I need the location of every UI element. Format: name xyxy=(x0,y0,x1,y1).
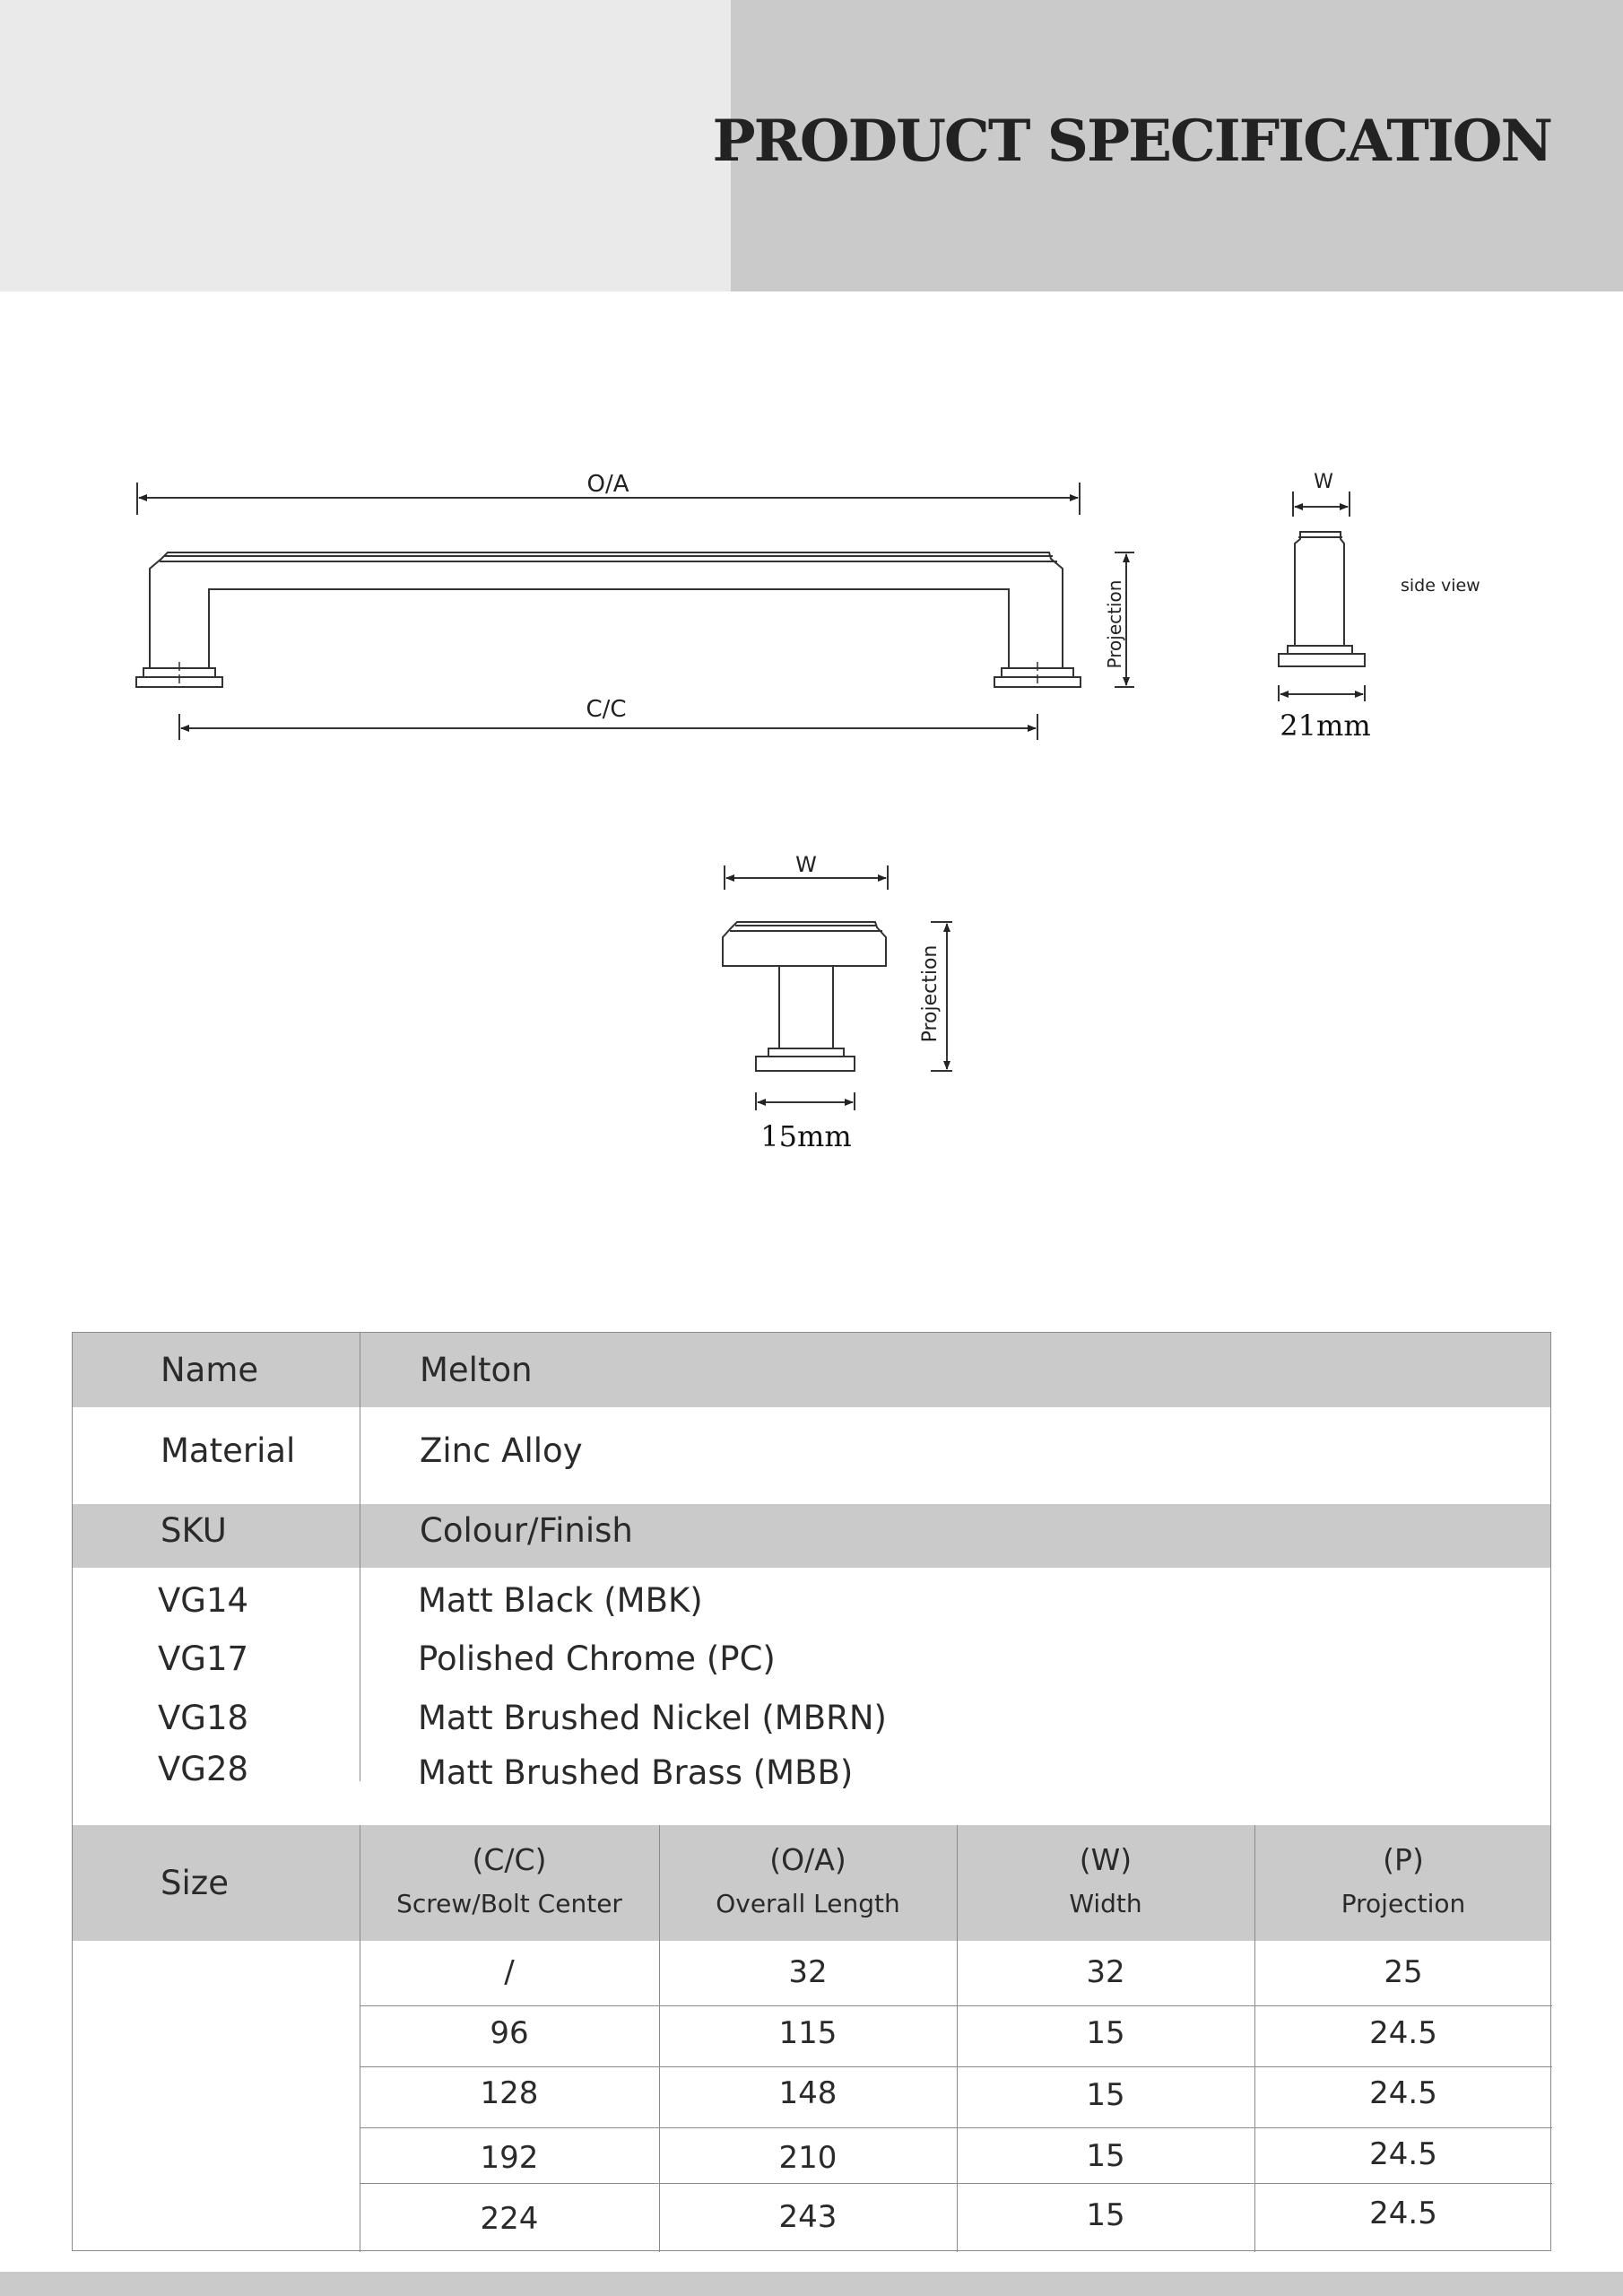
finish-name: Polished Chrome (PC) xyxy=(418,1639,776,1678)
page-title: PRODUCT SPECIFICATION xyxy=(712,108,1551,175)
header-left-panel xyxy=(0,0,731,291)
row-divider xyxy=(360,2005,1552,2006)
sku-code: VG28 xyxy=(158,1750,249,1788)
cc-label: C/C xyxy=(586,696,627,723)
knob-base-width: 15mm xyxy=(760,1119,852,1153)
oa-label: O/A xyxy=(586,471,629,498)
material-value: Zinc Alloy xyxy=(420,1431,583,1470)
size-cell: 148 xyxy=(778,2075,838,2111)
size-header-code: (P) xyxy=(1383,1842,1424,1877)
size-header-desc: Projection xyxy=(1341,1889,1466,1918)
size-label: Size xyxy=(161,1864,229,1902)
size-cell: 224 xyxy=(480,2201,539,2237)
size-cell: 96 xyxy=(490,2015,529,2051)
name-value: Melton xyxy=(420,1351,533,1389)
finish-name: Matt Black (MBK) xyxy=(418,1581,703,1620)
knob-w-label: W xyxy=(795,852,817,877)
size-header-code: (C/C) xyxy=(472,1842,547,1877)
knob-projection-label: Projection xyxy=(919,944,942,1043)
size-header-desc: Screw/Bolt Center xyxy=(396,1889,622,1918)
size-cell: 210 xyxy=(778,2140,838,2176)
size-cell: 15 xyxy=(1086,2197,1125,2233)
size-cell: 24.5 xyxy=(1369,2196,1437,2231)
finish-name: Matt Brushed Nickel (MBRN) xyxy=(418,1699,887,1737)
size-cell: 32 xyxy=(1086,1954,1125,1990)
knob-view xyxy=(723,865,952,1110)
handle-front-view xyxy=(136,483,1134,740)
sku-code: VG18 xyxy=(158,1699,249,1737)
sku-code: VG17 xyxy=(158,1639,249,1678)
size-header-desc: Width xyxy=(1069,1889,1142,1918)
size-cell: 128 xyxy=(480,2075,539,2111)
technical-drawing xyxy=(0,448,1623,1211)
side-w-label: W xyxy=(1314,471,1333,493)
size-cell: 15 xyxy=(1086,2015,1125,2051)
size-cell: 25 xyxy=(1384,1954,1423,1990)
sku-row-band xyxy=(73,1504,1550,1568)
size-cell: 24.5 xyxy=(1369,2075,1437,2111)
projection-label: Projection xyxy=(1104,579,1125,669)
finish-label: Colour/Finish xyxy=(420,1511,633,1550)
sku-label: SKU xyxy=(161,1511,227,1550)
spec-table xyxy=(72,1332,1551,2251)
row-divider xyxy=(360,2183,1552,2184)
size-header-code: (O/A) xyxy=(769,1842,846,1877)
handle-base-width: 21mm xyxy=(1280,709,1371,743)
size-cell: 192 xyxy=(480,2140,539,2176)
sku-code: VG14 xyxy=(158,1581,249,1620)
size-cell: 24.5 xyxy=(1369,2015,1437,2051)
size-cell: 243 xyxy=(778,2199,838,2235)
size-cell: 15 xyxy=(1086,2138,1125,2174)
size-cell: 15 xyxy=(1086,2077,1125,2113)
handle-side-view xyxy=(1279,491,1365,701)
name-label: Name xyxy=(161,1351,259,1389)
row-divider xyxy=(360,2127,1552,2128)
size-cell: 24.5 xyxy=(1369,2136,1437,2172)
size-cell: 115 xyxy=(778,2015,838,2051)
footer-band xyxy=(0,2272,1623,2296)
row-divider xyxy=(360,2066,1552,2067)
size-cell: 32 xyxy=(788,1954,828,1990)
side-view-label: side view xyxy=(1401,576,1480,596)
size-cell: / xyxy=(504,1954,515,1990)
size-header-desc: Overall Length xyxy=(716,1889,900,1918)
finish-name: Matt Brushed Brass (MBB) xyxy=(418,1753,854,1792)
size-header-code: (W) xyxy=(1079,1842,1133,1877)
material-label: Material xyxy=(161,1431,296,1470)
name-row-band xyxy=(73,1333,1550,1407)
